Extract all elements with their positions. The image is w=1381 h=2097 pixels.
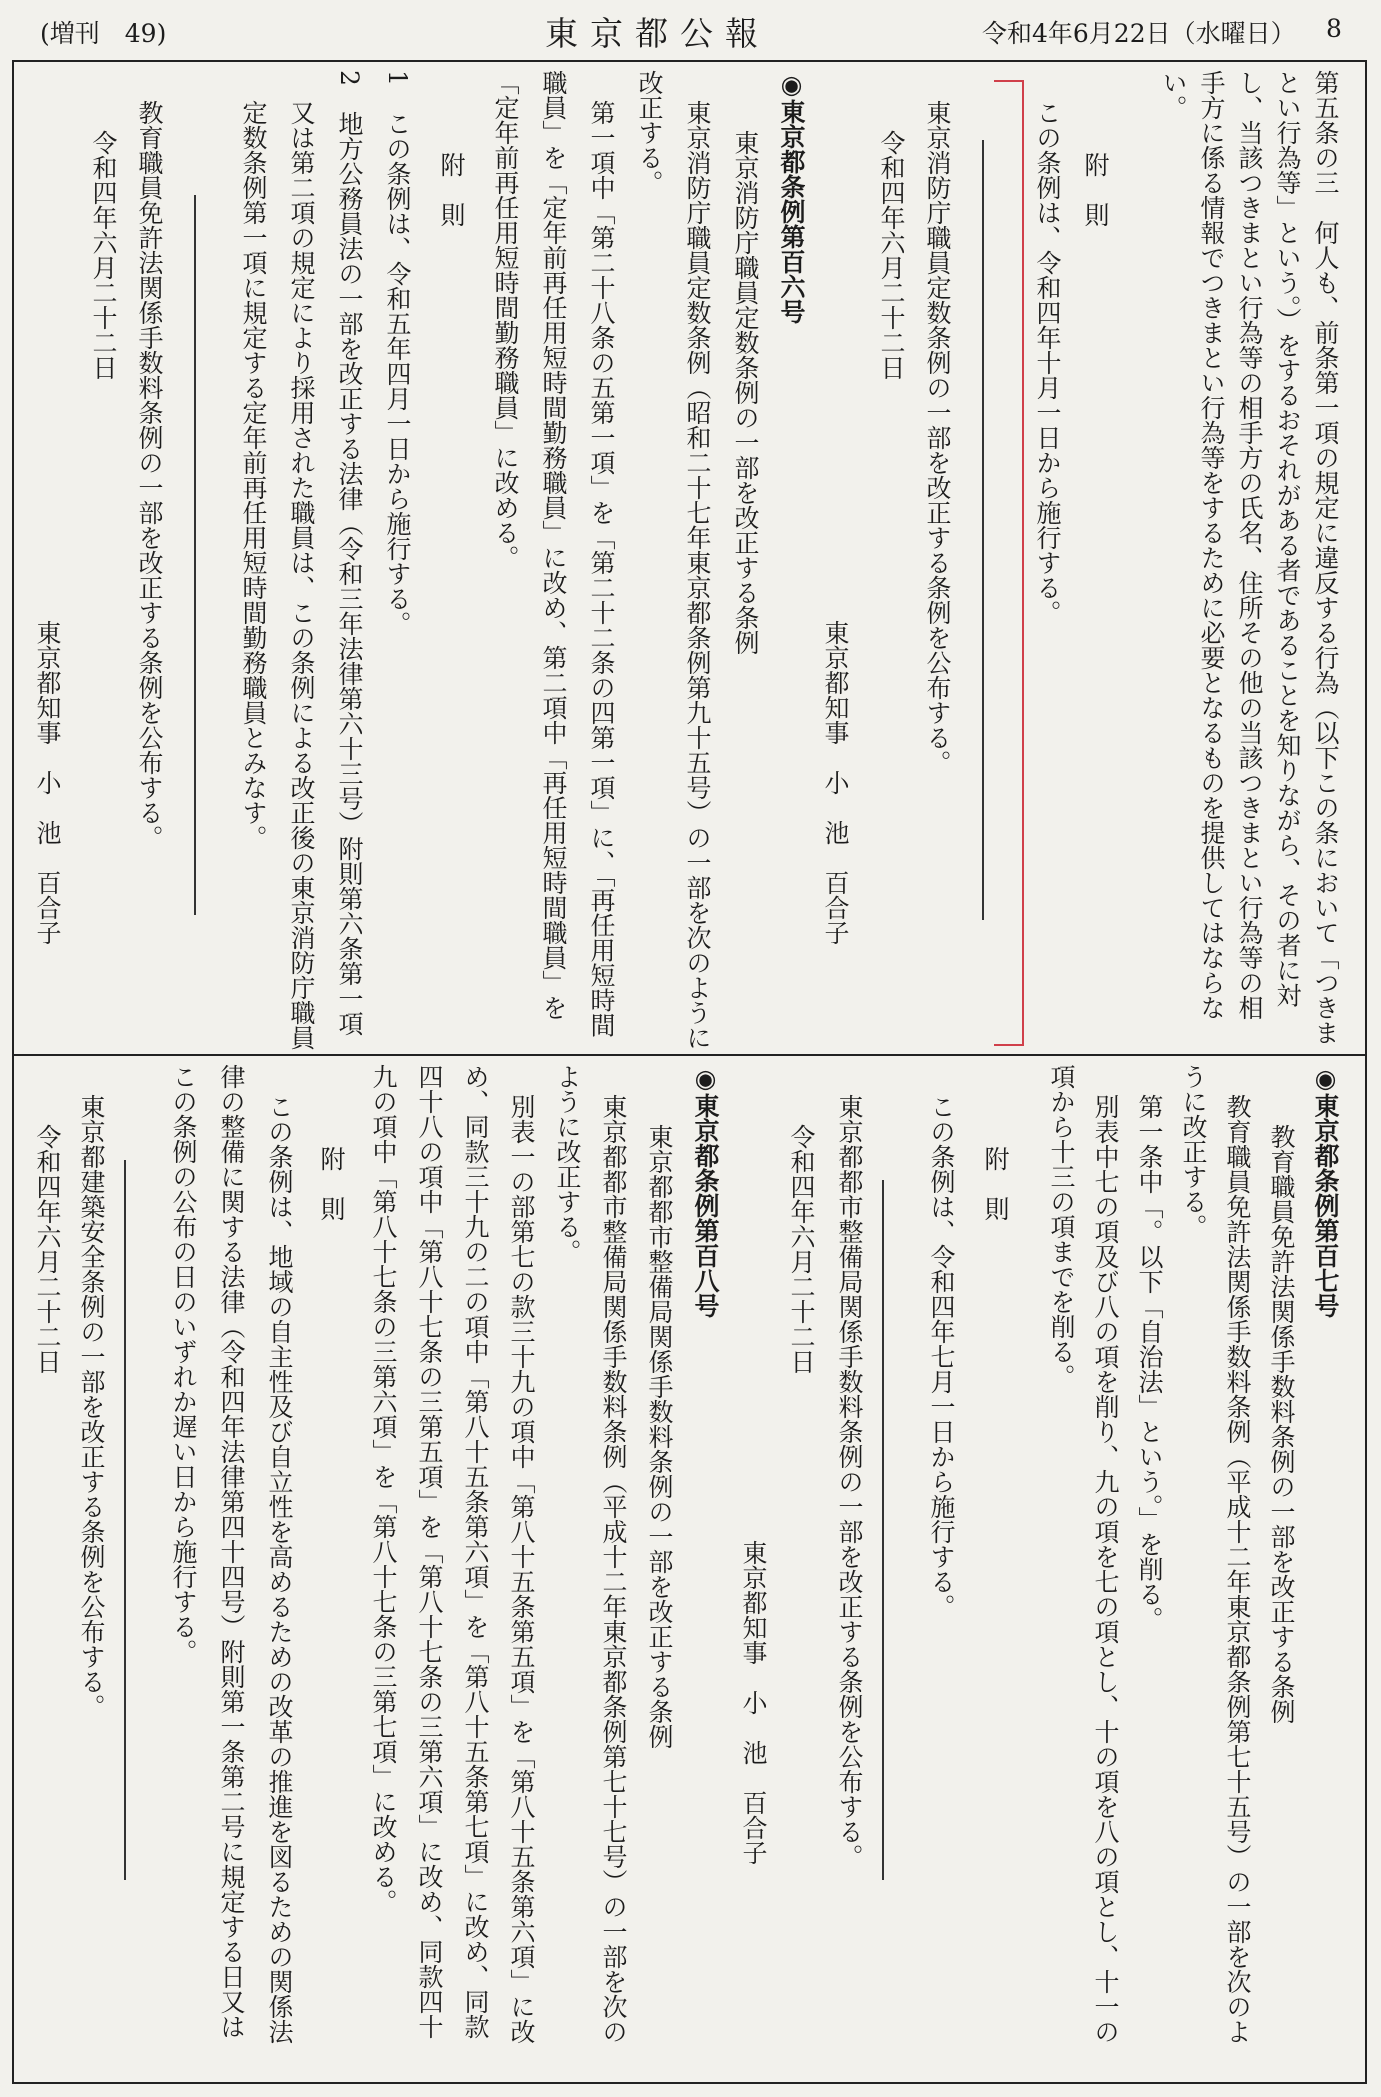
promulgation-notice-107: 教育職員免許法関係手数料条例の一部を改正する条例を公布する。 <box>135 100 164 850</box>
governor-signature-107: 東京都知事 小 池 百合子 <box>33 620 62 945</box>
issue-number: (増刊 49) <box>40 19 167 48</box>
ordinance-106-line3: 第一項中「第二十八条の五第一項」を「第二十二条の四第一項」に、「再任用短時間 <box>587 100 616 1038</box>
supplementary-heading-108: 附 則 <box>317 1146 346 1221</box>
ordinance-title-106: 東京消防庁職員定数条例の一部を改正する条例 <box>731 130 760 655</box>
supplementary-108-line3: この条例の公布の日のいずれか遅い日から施行する。 <box>169 1064 198 1664</box>
ordinance-107-line1: 教育職員免許法関係手数料条例（平成十二年東京都条例第七十五号）の一部を次のよ <box>1223 1094 1252 2044</box>
divider-rule <box>982 140 984 920</box>
promulgation-notice-106: 東京消防庁職員定数条例の一部を改正する条例を公布する。 <box>923 100 952 775</box>
ordinance-number-107: ◉東京都条例第百七号 <box>1311 1064 1340 1318</box>
governor-signature-108: 東京都知事 小 池 百合子 <box>739 1540 768 1865</box>
divider-rule <box>124 1160 126 1880</box>
ordinance-106-line1: 東京消防庁職員定数条例（昭和二十七年東京都条例第九十五号）の一部を次のように <box>683 100 712 1050</box>
supplementary-106-item1: 1 この条例は、令和五年四月一日から施行する。 <box>383 70 412 636</box>
ordinance-108-line6: 九の項中「第八十七条の三第六項」を「第八十七条の三第七項」に改める。 <box>369 1064 398 1914</box>
ordinance-108-line3: 別表一の部第七の款三十九の項中「第八十五条第五項」を「第八十五条第六項」に改 <box>507 1094 536 2044</box>
section-divider <box>12 1054 1367 1056</box>
ordinance-108-line2: ように改正する。 <box>553 1064 582 1264</box>
supplementary-106-item2-line2: 又は第二項の規定により採用された職員は、この条例による改正後の東京消防庁職員 <box>287 100 316 1050</box>
supplementary-heading: 附 則 <box>1081 152 1110 227</box>
enforcement-text-107: この条例は、令和四年七月一日から施行する。 <box>927 1094 956 1619</box>
ordinance-title-108: 東京都都市整備局関係手数料条例の一部を改正する条例 <box>645 1124 674 1749</box>
enforcement-text: この条例は、令和四年十月一日から施行する。 <box>1033 100 1062 625</box>
ordinance-number-106: ◉東京都条例第百六号 <box>777 70 806 324</box>
supplementary-106-item2-line3: 定数条例第一項に規定する定年前再任用短時間勤務職員とみなす。 <box>239 100 268 850</box>
promulgation-notice-108: 東京都都市整備局関係手数料条例の一部を改正する条例を公布する。 <box>835 1094 864 1869</box>
ordinance-title-107: 教育職員免許法関係手数料条例の一部を改正する条例 <box>1267 1124 1296 1724</box>
ordinance-106-line2: 改正する。 <box>635 70 664 195</box>
governor-signature-106: 東京都知事 小 池 百合子 <box>821 620 850 945</box>
promulgation-date-108: 令和四年六月二十二日 <box>787 1124 816 1374</box>
divider-rule <box>194 195 196 915</box>
page-header <box>0 0 1381 58</box>
promulgation-notice-109: 東京都建築安全条例の一部を改正する条例を公布する。 <box>77 1094 106 1719</box>
ordinance-107-line3: 第一条中「。以下「自治法」という。」を削る。 <box>1135 1094 1164 1632</box>
supplementary-heading-107: 附 則 <box>981 1146 1010 1221</box>
supplementary-108-line2: 律の整備に関する法律（令和四年法律第四十四号）附則第一条第二号に規定する日又は <box>217 1064 246 2039</box>
article-5-3-line2: とい行為等」という。）をするおそれがある者であることを知りながら、その者に対 <box>1273 70 1302 1008</box>
article-5-3-line3: し、当該つきまとい行為等の相手方の氏名、住所その他の当該つきまとい行為等の相 <box>1235 70 1264 1020</box>
ordinance-106-line5: 「定年前再任用短時間勤務職員」に改める。 <box>491 70 520 570</box>
article-5-3-line5: い。 <box>1159 70 1188 120</box>
promulgation-date-106: 令和四年六月二十二日 <box>877 130 906 380</box>
supplementary-108-line1: この条例は、地域の自主性及び自立性を高めるための改革の推進を図るための関係法 <box>265 1094 294 2044</box>
revision-bracket <box>994 80 1024 1046</box>
ordinance-107-line5: 項から十三の項までを削る。 <box>1047 1064 1076 1389</box>
divider-rule <box>882 1180 884 1880</box>
promulgation-date-107: 令和四年六月二十二日 <box>89 130 118 380</box>
publication-title: 東京都公報 <box>545 14 770 53</box>
page-number: 8 <box>1326 14 1342 43</box>
ordinance-108-line1: 東京都都市整備局関係手数料条例（平成十二年東京都条例第七十七号）の一部を次の <box>599 1094 628 2044</box>
ordinance-108-line5: 四十八の項中「第八十七条の三第五項」を「第八十七条の三第六項」に改め、同款四十 <box>415 1064 444 2039</box>
article-5-3-line1: 第五条の三 何人も、前条第一項の規定に違反する行為（以下この条において「つきま <box>1311 70 1340 1045</box>
supplementary-heading-106: 附 則 <box>437 152 466 227</box>
article-5-3-line4: 手方に係る情報でつきまとい行為等をするために必要となるものを提供してはならな <box>1197 70 1226 1020</box>
promulgation-date-109: 令和四年六月二十二日 <box>33 1124 62 1374</box>
ordinance-number-108: ◉東京都条例第百八号 <box>691 1064 720 1318</box>
ordinance-107-line2: うに改正する。 <box>1179 1064 1208 1239</box>
ordinance-108-line4: め、同款三十九の二の項中「第八十五条第六項」を「第八十五条第七項」に改め、同款 <box>461 1064 490 2039</box>
supplementary-106-item2-line1: 2 地方公務員法の一部を改正する法律（令和三年法律第六十三号）附則第六条第一項 <box>335 70 364 1036</box>
ordinance-107-line4: 別表中七の項及び八の項を削り、九の項を七の項とし、十の項を八の項とし、十一の <box>1091 1094 1120 2044</box>
publication-date: 令和4年6月22日（水曜日） <box>982 19 1296 48</box>
ordinance-106-line4: 職員」を「定年前再任用短時間勤務職員」に改め、第二項中「再任用短時間職員」を <box>539 70 568 1020</box>
